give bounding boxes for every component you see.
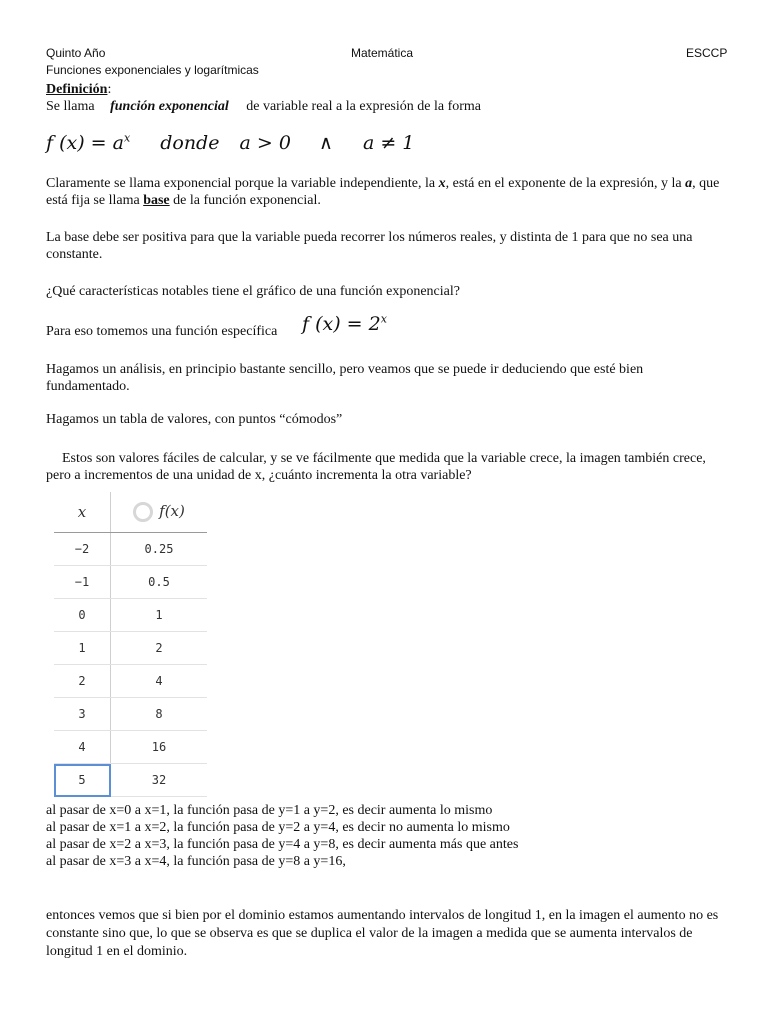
table-header-x: x bbox=[54, 492, 111, 533]
para1-base-term: base bbox=[143, 193, 170, 208]
table-row bbox=[54, 533, 207, 566]
table-row bbox=[54, 698, 207, 731]
table-cell-y[interactable]: 16 bbox=[111, 731, 208, 764]
formula-exponent: x bbox=[123, 131, 131, 145]
table-cell-y[interactable]: 0.25 bbox=[111, 533, 208, 566]
definition-line bbox=[46, 98, 726, 115]
header-school: ESCCP bbox=[686, 46, 728, 60]
table-cell-y[interactable]: 0.5 bbox=[111, 566, 208, 599]
table-cell-x[interactable]: 3 bbox=[54, 698, 111, 731]
para1-text-2: , está en el exponente de la expresión, y la bbox=[445, 176, 686, 191]
paragraph-conclusion: entonces vemos que si bien por el dominio estamos aumentando intervalos de longitud 1, en la imagen el aumento no es constante sino que, lo que se observa es que se duplica el valor de la imagen a medida que se aumenta intervalos de longitud 1 en el dominio. bbox=[46, 908, 719, 959]
values-table bbox=[54, 492, 207, 797]
paragraph-easy-values: Estos son valores fáciles de calcular, y se ve fácilmente que medida que la variable crece, la imagen también crece, pero a incrementos de una unidad de x, ¿cuánto incrementa la otra variable? bbox=[46, 451, 706, 483]
header-subject: Matemática bbox=[351, 46, 414, 60]
table-cell-x[interactable]: −2 bbox=[54, 533, 111, 566]
specific-formula-exponent: x bbox=[380, 312, 387, 326]
definition-heading bbox=[46, 81, 111, 98]
paragraph-exponential-explanation bbox=[46, 175, 726, 209]
step-line: al pasar de x=2 a x=3, la función pasa de y=4 a y=8, es decir aumenta más que antes bbox=[46, 837, 519, 852]
para1-text-4: de la función exponencial. bbox=[169, 193, 321, 208]
table-header-fx bbox=[111, 492, 208, 533]
para1-text-3: , que está fija se llama bbox=[46, 176, 720, 208]
step-line: al pasar de x=3 a x=4, la función pasa de y=8 a y=16, bbox=[46, 854, 346, 869]
definition-heading-text: Definición bbox=[46, 82, 108, 97]
question-graph-features: ¿Qué características notables tiene el gráfico de una función exponencial? bbox=[46, 284, 460, 299]
header-topic: Funciones exponenciales y logarítmicas bbox=[46, 63, 259, 77]
formula-condition-2: a ≠ 1 bbox=[362, 132, 415, 154]
formula-condition-1: a > 0 bbox=[239, 132, 291, 154]
para1-variable-x: x bbox=[438, 176, 446, 191]
specific-function-formula bbox=[302, 313, 387, 335]
paragraph-base-condition: La base debe ser positiva para que la variable pueda recorrer los números reales, y distinta de 1 para que no sea una constante. bbox=[46, 230, 693, 262]
definition-term: función exponencial bbox=[110, 99, 229, 114]
header-course: Quinto Año bbox=[46, 46, 106, 60]
table-cell-y[interactable]: 32 bbox=[111, 764, 208, 797]
loading-circle-icon bbox=[133, 502, 153, 522]
table-row bbox=[54, 599, 207, 632]
table-cell-x[interactable]: 0 bbox=[54, 599, 111, 632]
formula-lhs: f (x) = a bbox=[46, 132, 124, 154]
table-cell-x[interactable]: 1 bbox=[54, 632, 111, 665]
table-cell-x-selected[interactable]: 5 bbox=[54, 764, 111, 797]
definition-text-after: de variable real a la expresión de la forma bbox=[246, 99, 482, 114]
table-cell-y[interactable]: 8 bbox=[111, 698, 208, 731]
table-row bbox=[54, 566, 207, 599]
table-row bbox=[54, 764, 207, 797]
table-row bbox=[54, 632, 207, 665]
paragraph-table-intro: Hagamos un tabla de valores, con puntos “cómodos” bbox=[46, 412, 343, 427]
para1-text-1: Claramente se llama exponencial porque la variable independiente, la bbox=[46, 176, 439, 191]
table-cell-x[interactable]: 4 bbox=[54, 731, 111, 764]
steps-list bbox=[46, 802, 726, 870]
definition-text-before: Se llama bbox=[46, 99, 95, 114]
formula-and: ∧ bbox=[318, 132, 333, 154]
table-cell-y[interactable]: 4 bbox=[111, 665, 208, 698]
table-header-fx-label: f(x) bbox=[159, 502, 185, 520]
paragraph-analysis: Hagamos un análisis, en principio bastante sencillo, pero veamos que se puede ir deduciendo que esté bien fundamentado. bbox=[46, 362, 644, 394]
definition-colon: : bbox=[107, 82, 112, 97]
table-cell-x[interactable]: −1 bbox=[54, 566, 111, 599]
table-row bbox=[54, 665, 207, 698]
formula-donde: donde bbox=[160, 132, 220, 154]
step-line: al pasar de x=1 a x=2, la función pasa de y=2 a y=4, es decir no aumenta lo mismo bbox=[46, 820, 510, 835]
step-line: al pasar de x=0 a x=1, la función pasa de y=1 a y=2, es decir aumenta lo mismo bbox=[46, 803, 493, 818]
table-row bbox=[54, 731, 207, 764]
table-cell-y[interactable]: 1 bbox=[111, 599, 208, 632]
table-header-row bbox=[54, 492, 207, 533]
main-formula bbox=[46, 132, 414, 154]
specific-formula-lhs: f (x) = 2 bbox=[302, 313, 381, 335]
specific-function-text: Para eso tomemos una función específica bbox=[46, 324, 278, 339]
para1-variable-a: a bbox=[685, 176, 693, 191]
table-cell-y[interactable]: 2 bbox=[111, 632, 208, 665]
table-cell-x[interactable]: 2 bbox=[54, 665, 111, 698]
